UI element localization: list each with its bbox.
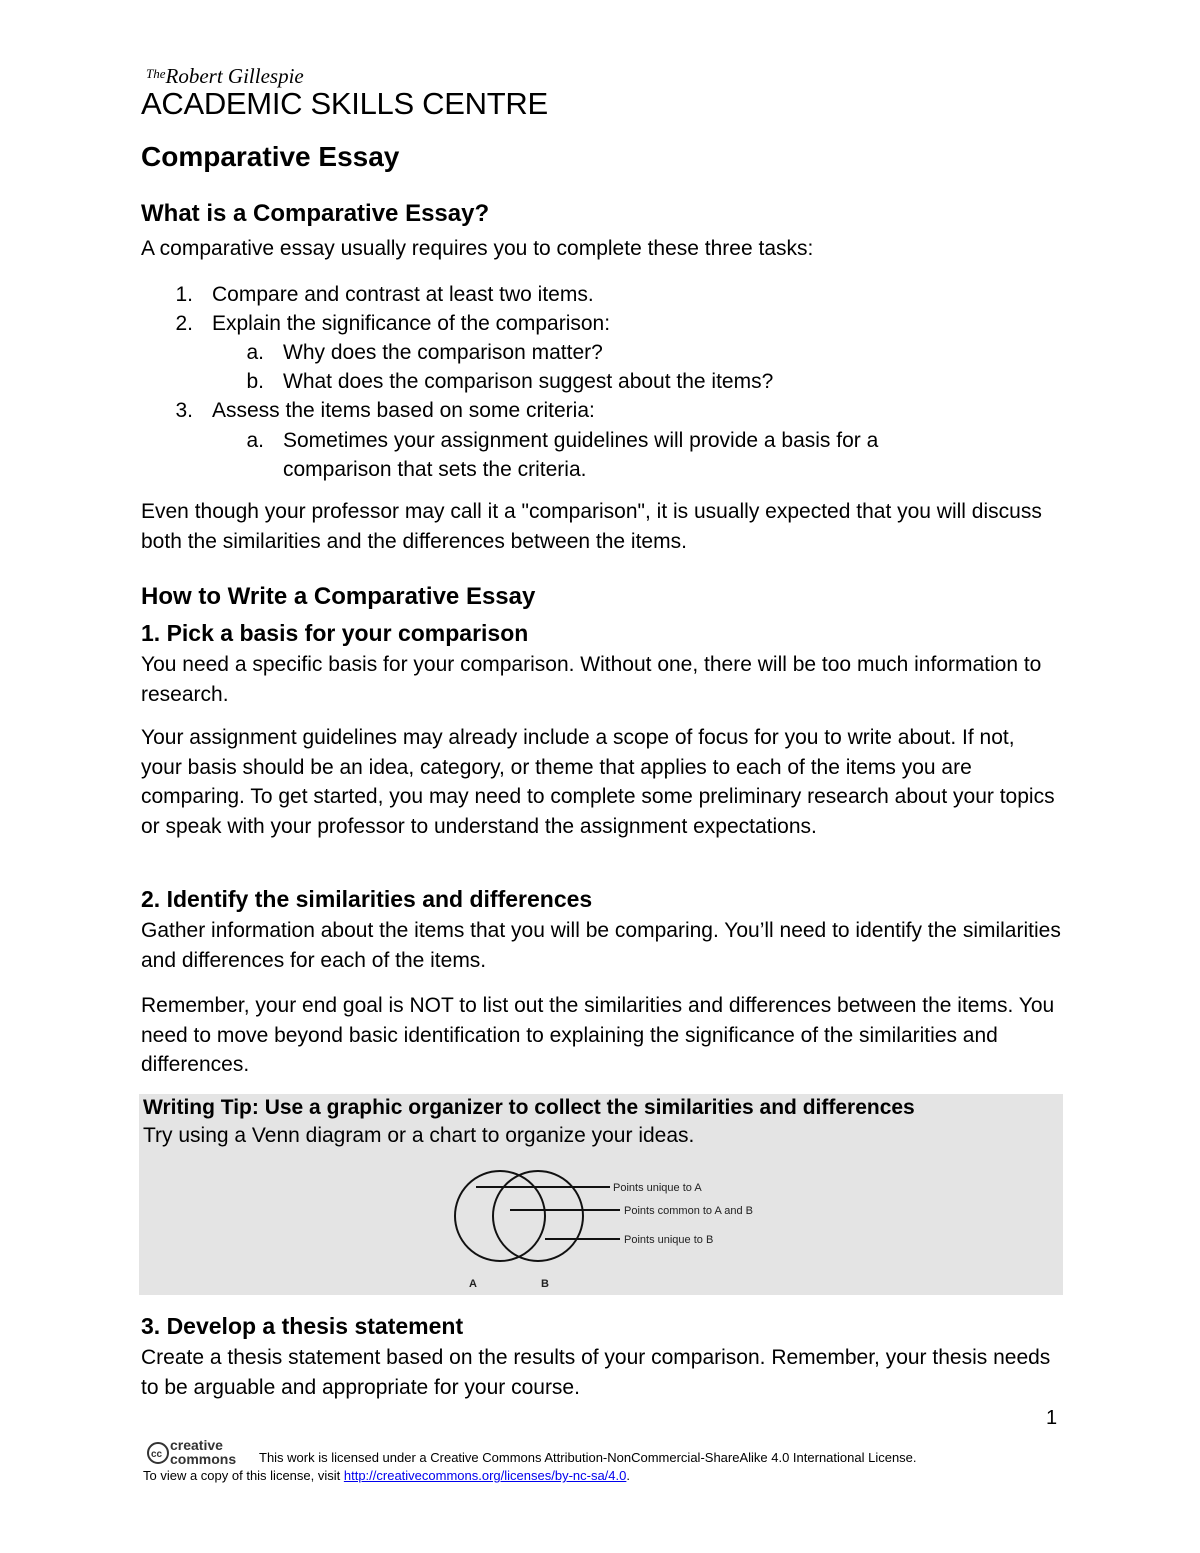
venn-label-b: B bbox=[541, 1278, 549, 1290]
svg-text:cc: cc bbox=[151, 1449, 163, 1460]
list-letter: a. bbox=[246, 341, 264, 364]
venn-diagram bbox=[420, 1158, 780, 1293]
list-text: Why does the comparison matter? bbox=[283, 341, 603, 364]
list-number: 2. bbox=[175, 312, 193, 335]
step1-paragraph: Your assignment guidelines may already include a scope of focus for you to write about. If not, your basis should be an idea, category, or theme that applies to each of the items you are comparing. To get started, you may need to complete some preliminary research about your topics or speak with your professor to understand the assignment expectations. bbox=[141, 726, 1055, 838]
license-text: This work is licensed under a Creative Commons Attribution-NonCommercial-ShareAlike 4.0 International License. bbox=[259, 1450, 917, 1465]
license-suffix: . bbox=[626, 1468, 630, 1483]
writing-tip-subtitle: Try using a Venn diagram or a chart to organize your ideas. bbox=[143, 1124, 695, 1147]
creative-commons-icon bbox=[146, 1437, 256, 1467]
svg-text:commons: commons bbox=[170, 1451, 237, 1467]
list-text: What does the comparison suggest about the items? bbox=[283, 370, 774, 393]
license-link-line bbox=[143, 1468, 630, 1483]
license-prefix: To view a copy of this license, visit bbox=[143, 1468, 344, 1483]
venn-label-unique-b: Points unique to B bbox=[624, 1234, 714, 1246]
step3-paragraph: Create a thesis statement based on the results of your comparison. Remember, your thesis needs to be arguable and appropriate for your course. bbox=[141, 1346, 1051, 1399]
list-text: Explain the significance of the comparison: bbox=[212, 312, 611, 335]
step1-paragraph: You need a specific basis for your comparison. Without one, there will be too much information to research. bbox=[141, 653, 1042, 706]
writing-tip-title: Writing Tip: Use a graphic organizer to collect the similarities and differences bbox=[143, 1096, 915, 1119]
logo-prefix: The bbox=[146, 66, 166, 81]
step2-paragraph: Remember, your end goal is NOT to list out the similarities and differences between the items. You need to move beyond basic identification to explaining the significance of the similarities and differences. bbox=[141, 994, 1055, 1076]
venn-label-unique-a: Points unique to A bbox=[613, 1182, 702, 1194]
section-intro: A comparative essay usually requires you to complete these three tasks: bbox=[141, 237, 814, 260]
list-letter: b. bbox=[246, 370, 264, 393]
venn-label-common: Points common to A and B bbox=[624, 1205, 754, 1217]
list-text: comparison that sets the criteria. bbox=[283, 458, 587, 481]
step1-heading: 1. Pick a basis for your comparison bbox=[141, 620, 529, 646]
license-link[interactable]: http://creativecommons.org/licenses/by-nc-sa/4.0 bbox=[343, 1468, 627, 1483]
list-text: Assess the items based on some criteria: bbox=[212, 399, 595, 422]
list-number: 1. bbox=[175, 283, 193, 306]
logo-name: Robert Gillespie bbox=[165, 64, 304, 88]
section-heading-how-to: How to Write a Comparative Essay bbox=[141, 583, 536, 610]
venn-circle-b bbox=[493, 1171, 583, 1261]
venn-label-a: A bbox=[469, 1278, 477, 1290]
venn-circle-a bbox=[455, 1171, 545, 1261]
page-number: 1 bbox=[1046, 1407, 1058, 1429]
section-closing: Even though your professor may call it a "comparison", it is usually expected that you will discuss both the similarities and the differences between the items. bbox=[141, 500, 1042, 553]
list-number: 3. bbox=[175, 399, 193, 422]
step2-heading: 2. Identify the similarities and differences bbox=[141, 886, 593, 912]
logo-org: ACADEMIC SKILLS CENTRE bbox=[141, 86, 548, 121]
list-letter: a. bbox=[246, 429, 264, 452]
list-text: Compare and contrast at least two items. bbox=[212, 283, 594, 306]
svg-text:creative: creative bbox=[170, 1437, 223, 1453]
section-heading-what-is: What is a Comparative Essay? bbox=[141, 200, 490, 227]
list-text: Sometimes your assignment guidelines will provide a basis for a bbox=[283, 429, 879, 452]
step2-paragraph: Gather information about the items that you will be comparing. You’ll need to identify the similarities and differences for each of the items. bbox=[141, 919, 1061, 972]
page-title: Comparative Essay bbox=[141, 141, 400, 172]
step3-heading: 3. Develop a thesis statement bbox=[141, 1313, 464, 1339]
